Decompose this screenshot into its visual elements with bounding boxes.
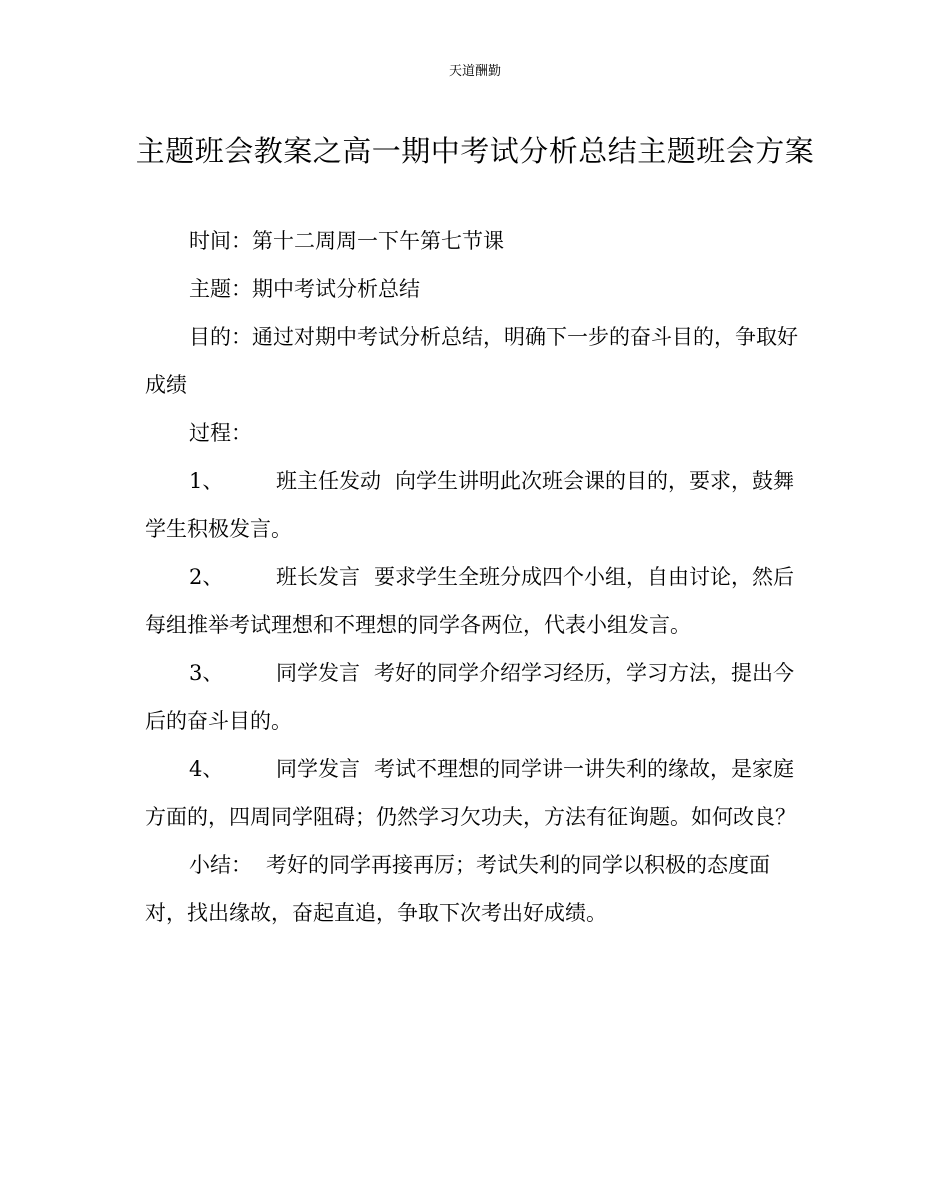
step-heading: 班主任发动 (276, 469, 381, 493)
step-number: 1、 (189, 469, 224, 493)
step-item (145, 553, 800, 649)
purpose-paragraph: 目的：通过对期中考试分析总结，明确下一步的奋斗目的，争取好成绩 (145, 325, 798, 397)
process-heading: 过程： (189, 421, 252, 445)
step-heading: 同学发言 (276, 661, 360, 685)
step-item (145, 457, 800, 553)
step-number: 3、 (189, 661, 224, 685)
step-number: 2、 (189, 565, 224, 589)
summary-label: 小结： (189, 853, 252, 877)
step-item (145, 649, 800, 745)
step-item (145, 745, 800, 841)
document-title: 主题班会教案之高一期中考试分析总结主题班会方案 (135, 134, 815, 168)
step-text: 要求学生全班分成四个小组，自由讨论，然后每组推举考试理想和不理想的同学各两位，代表小组发言。 (145, 565, 794, 637)
step-heading: 班长发言 (276, 565, 360, 589)
summary-paragraph (145, 841, 800, 937)
step-text: 考试不理想的同学讲一讲失利的缘故，是家庭方面的，四周同学阻碍；仍然学习欠功夫，方法有征询题。如何改良？ (145, 757, 796, 829)
document-body (145, 217, 800, 937)
theme-line: 主题：期中考试分析总结 (189, 277, 420, 301)
step-heading: 同学发言 (276, 757, 360, 781)
time-line: 时间：第十二周周一下午第七节课 (189, 229, 504, 253)
summary-text: 考好的同学再接再厉；考试失利的同学以积极的态度面对，找出缘故，奋起直追，争取下次考出好成绩。 (145, 853, 770, 925)
step-text: 向学生讲明此次班会课的目的，要求，鼓舞学生积极发言。 (145, 469, 794, 541)
step-text: 考好的同学介绍学习经历，学习方法，提出今后的奋斗目的。 (145, 661, 794, 733)
step-number: 4、 (189, 757, 224, 781)
page-header: 天道酬勤 (448, 64, 501, 79)
